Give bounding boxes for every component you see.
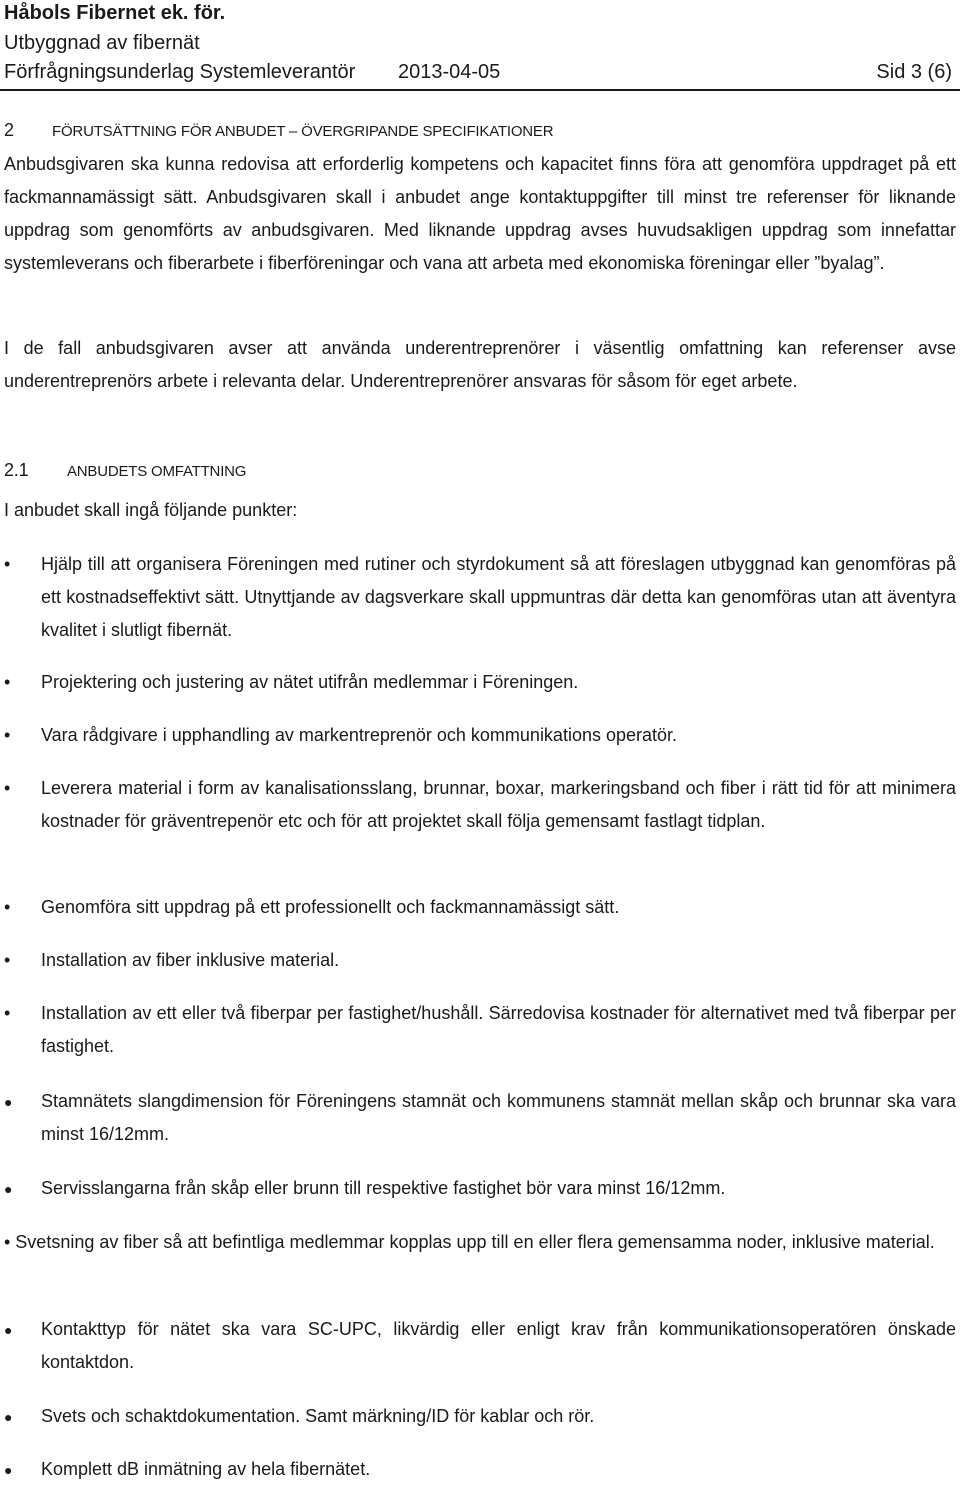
list-item-text: Genomföra sitt uppdrag på ett professionellt och fackmannamässigt sätt. [41,897,620,917]
subsection-number: 2.1 [4,460,29,480]
section-title: FÖRUTSÄTTNING FÖR ANBUDET – ÖVERGRIPANDE SPECIFIKATIONER [52,123,554,140]
list-item [4,1226,956,1259]
list-item-text: • Svetsning av fiber så att befintliga medlemmar kopplas upp till en eller flera gemensamma noder, inklusive material. [4,1232,935,1252]
list-item [4,719,956,752]
list-item [4,666,956,699]
section-paragraph-1: Anbudsgivaren ska kunna redovisa att erforderlig kompetens och kapacitet finns föra att genomföra uppdraget på ett fackmannamässigt sätt. Anbudsgivaren skall i anbudet ange kontaktuppgifter till minst tre referenser för liknande uppdrag som genomförts av anbudsgivaren. Med liknande uppdrag avses huvudsakligen uppdrag som innefattar systemleverans och fiberarbete i fiberföreningar och vana att arbeta med ekonomiska föreningar eller ”byalag”. [4,154,956,273]
list-item-text: Projektering och justering av nätet utifrån medlemmar i Föreningen. [41,672,579,692]
section-number: 2 [4,120,14,140]
list-item-text: Svets och schaktdokumentation. Samt märkning/ID för kablar och rör. [41,1406,595,1426]
subsection-intro: I anbudet skall ingå följande punkter: [4,500,298,520]
list-item [4,1453,956,1486]
bullet-marker: ● [4,1462,13,1478]
header-divider [0,89,960,91]
bullet-marker: ● [4,1322,13,1338]
list-item-text: Komplett dB inmätning av hela fibernätet. [41,1459,371,1479]
page-number: Sid 3 (6) [876,61,952,83]
organization-name: Håbols Fibernet ek. för. [4,2,226,24]
document-title: Förfrågningsunderlag Systemleverantör [4,61,356,83]
list-item-text: Kontakttyp för nätet ska vara SC-UPC, likvärdig eller enligt krav från kommunikationsoperatören önskade kontaktdon. [41,1319,956,1372]
list-item-text: Servisslangarna från skåp eller brunn till respektive fastighet bör vara minst 16/12mm. [41,1178,726,1198]
bullet-marker: • [4,897,11,917]
list-item-text: Leverera material i form av kanalisationsslang, brunnar, boxar, markeringsband och fiber i rätt tid för att minimera kostnader för gräventrepenör etc och för att projektet skall följa gemensamt fastlagt tidplan. [41,778,956,831]
bullet-marker: • [4,1003,11,1023]
list-item [4,772,956,838]
list-item [4,1400,956,1433]
bullet-marker: ● [4,1409,13,1425]
bullet-marker: • [4,672,11,692]
subsection-heading [4,460,246,482]
bullet-marker: • [4,554,11,574]
list-item [4,891,956,924]
list-item [4,997,956,1063]
subsection-title: ANBUDETS OMFATTNING [67,463,247,480]
list-item-text: Installation av fiber inklusive material. [41,950,340,970]
bullet-marker: • [4,778,11,798]
list-item-text: Stamnätets slangdimension för Föreningens stamnät och kommunens stamnät mellan skåp och brunnar ska vara minst 16/12mm. [41,1091,956,1144]
section-paragraph-2: I de fall anbudsgivaren avser att använda underentreprenörer i väsentlig omfattning kan referenser avse underentreprenörs arbete i relevanta delar. Underentreprenörer ansvaras för såsom för eget arbete. [4,338,956,391]
bullet-marker: ● [4,1181,13,1197]
list-item-text: Vara rådgivare i upphandling av markentreprenör och kommunikations operatör. [41,725,678,745]
header-meta-row [4,60,956,84]
bullet-marker: ● [4,1094,13,1110]
bullet-marker: • [4,950,11,970]
section-heading [4,120,553,142]
document-date: 2013-04-05 [398,61,501,83]
list-item [4,1172,956,1205]
list-item-text: Installation av ett eller två fiberpar per fastighet/hushåll. Särredovisa kostnader för alternativet med två fiberpar per fastighet. [41,1003,956,1056]
list-item [4,944,956,977]
list-item [4,548,956,647]
list-item [4,1313,956,1379]
bullet-marker: • [4,725,11,745]
project-name: Utbyggnad av fibernät [4,32,200,54]
list-item-text: Hjälp till att organisera Föreningen med rutiner och styrdokument så att föreslagen utbyggnad kan genomföras på ett kostnadseffektivt sätt. Utnyttjande av dagsverkare skall uppmuntras där detta kan genomföras utan att äventyra kvalitet i slutligt fibernät. [41,554,956,640]
list-item [4,1085,956,1151]
